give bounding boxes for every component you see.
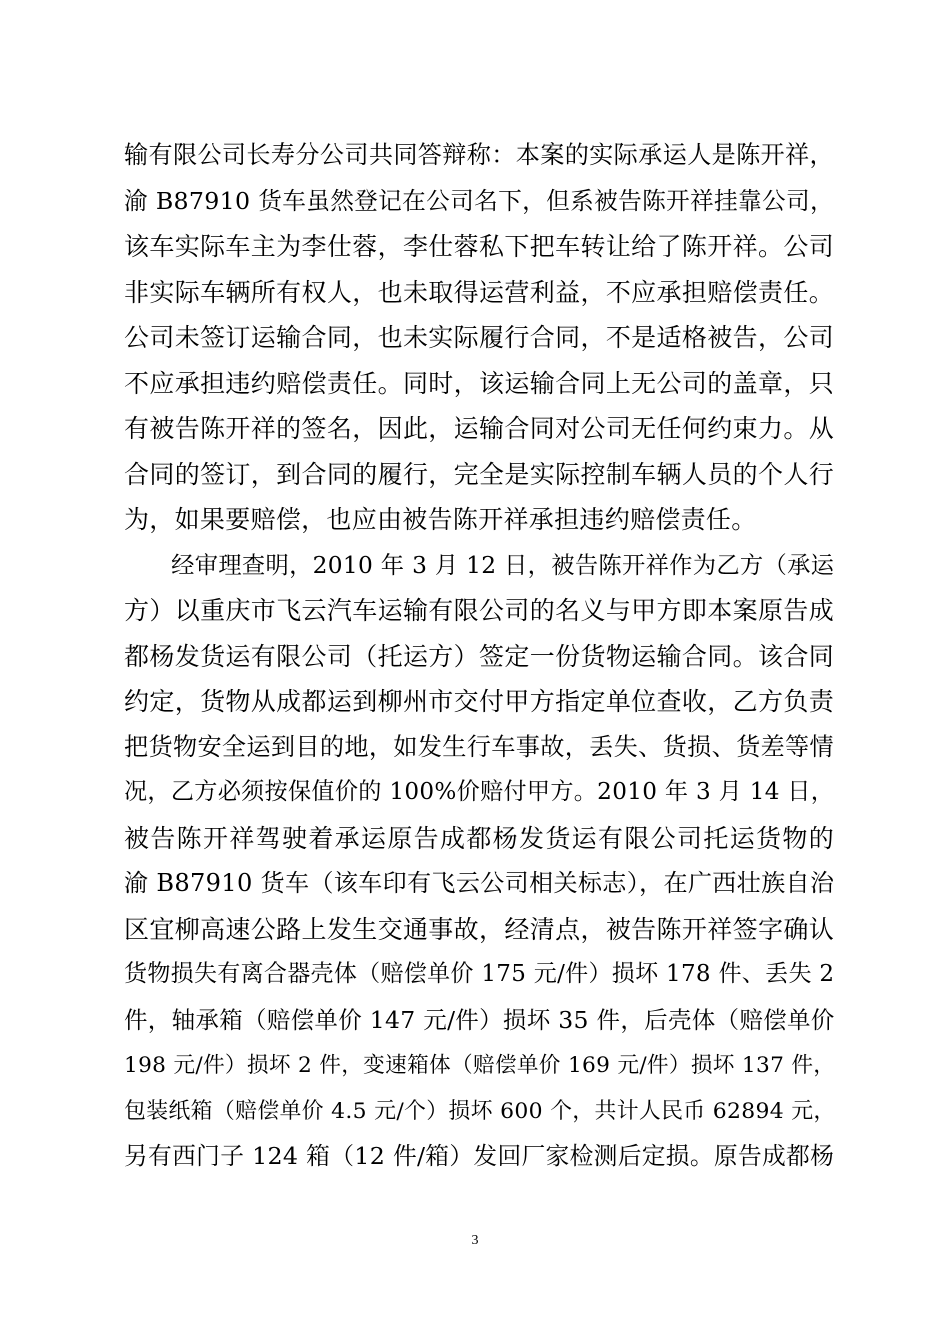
- text-line: 都杨发货运有限公司（托运方）签定一份货物运输合同。该合同: [124, 641, 834, 671]
- text-line: 有被告陈开祥的签名，因此，运输合同对公司无任何约束力。从: [124, 414, 834, 443]
- text-line: 渝 B87910 货车虽然登记在公司名下，但系被告陈开祥挂靠公司，: [124, 186, 834, 215]
- text-line: 非实际车辆所有权人，也未取得运营利益，不应承担赔偿责任。: [124, 277, 834, 307]
- text-line: 被告陈开祥驾驶着承运原告成都杨发货运有限公司托运货物的: [124, 823, 834, 853]
- text-line: 况，乙方必须按保值价的 100%价赔付甲方。2010 年 3 月 14 日，: [124, 779, 835, 805]
- text-line: 经审理查明，2010 年 3 月 12 日，被告陈开祥作为乙方（承运: [124, 551, 835, 579]
- text-line: 为，如果要赔偿，也应由被告陈开祥承担违约赔偿责任。: [124, 505, 757, 534]
- text-line: 该车实际车主为李仕蓉，李仕蓉私下把车转让给了陈开祥。公司: [124, 232, 834, 261]
- page-number: 3: [471, 1233, 479, 1248]
- text-line: 约定，货物从成都运到柳州市交付甲方指定单位查收，乙方负责: [124, 687, 834, 716]
- text-line: 方）以重庆市飞云汽车运输有限公司的名义与甲方即本案原告成: [124, 596, 834, 625]
- text-line: 不应承担违约赔偿责任。同时，该运输合同上无公司的盖章，只: [124, 368, 834, 398]
- text-line: 198 元/件）损坏 2 件，变速箱体（赔偿单价 169 元/件）损坏 137 件，: [124, 1053, 836, 1078]
- text-line: 公司未签订运输合同，也未实际履行合同，不是适格被告，公司: [124, 323, 834, 352]
- body-text: [124, 133, 834, 1180]
- text-line: 合同的签订，到合同的履行，完全是实际控制车辆人员的个人行: [124, 459, 834, 489]
- text-line: 另有西门子 124 箱（12 件/箱）发回厂家检测后定损。原告成都杨: [124, 1142, 835, 1170]
- text-line: 渝 B87910 货车（该车印有飞云公司相关标志），在广西壮族自治: [124, 869, 835, 897]
- text-line: 输有限公司长寿分公司共同答辩称：本案的实际承运人是陈开祥，: [124, 141, 834, 169]
- text-line: 区宜柳高速公路上发生交通事故，经清点，被告陈开祥签字确认: [124, 914, 834, 944]
- text-line: 货物损失有离合器壳体（赔偿单价 175 元/件）损坏 178 件、丢失 2: [124, 961, 835, 987]
- text-line: 包装纸箱（赔偿单价 4.5 元/个）损坏 600 个，共计人民币 62894 元，: [124, 1098, 836, 1124]
- text-line: 把货物安全运到目的地，如发生行车事故，丢失、货损、货差等情: [124, 732, 834, 761]
- text-line: 件，轴承箱（赔偿单价 147 元/件）损坏 35 件，后壳体（赔偿单价: [124, 1005, 835, 1034]
